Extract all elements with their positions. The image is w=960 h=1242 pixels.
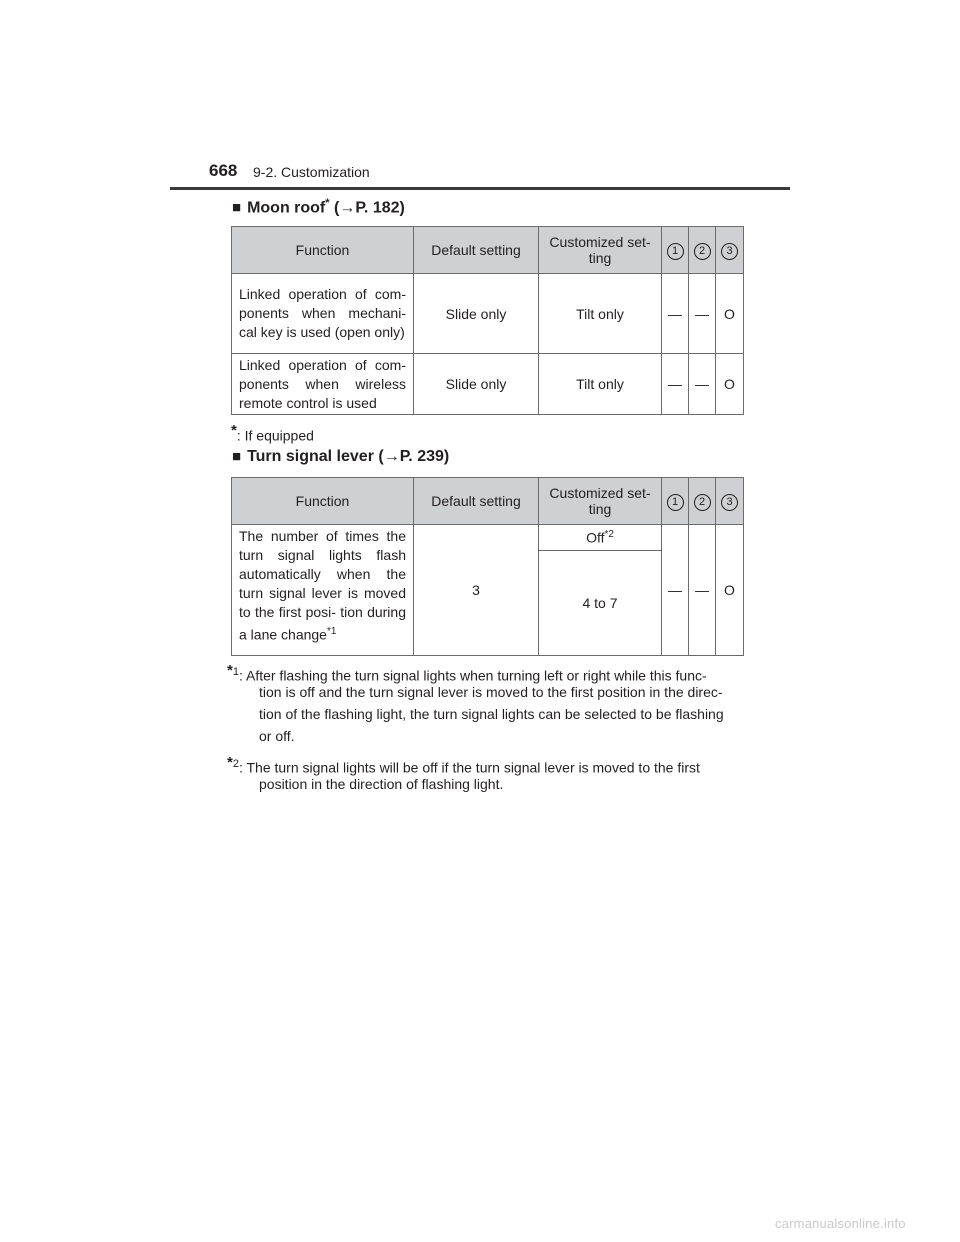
circled-3-icon: 3 <box>721 494 738 511</box>
default-cell: Slide only <box>414 354 539 415</box>
option-4to7-cell: 4 to 7 <box>539 551 662 656</box>
moon-roof-table <box>231 226 744 415</box>
footnote-2-line2: position in the direction of flashing light. <box>259 776 504 792</box>
customized-cell: Tilt only <box>539 354 662 415</box>
circled-2-icon: 2 <box>694 243 711 260</box>
turn-signal-title: Turn signal lever <box>247 448 374 465</box>
header-rule <box>170 187 790 190</box>
col1-cell: — <box>662 525 689 656</box>
footnote-2: $^{*2}$: The turn signal lights will be off if the turn signal lever is moved to the first <box>227 754 700 776</box>
default-cell: Slide only <box>414 274 539 354</box>
col-customized-setting: Customized set- ting <box>539 227 662 274</box>
circled-1-icon: 1 <box>667 494 684 511</box>
footnote-1: $^{*1}$: After flashing the turn signal lights when turning left or right while this func- <box>227 662 707 684</box>
col-function: Function <box>232 478 414 525</box>
table-row <box>232 274 744 354</box>
moon-roof-heading <box>232 197 405 217</box>
function-cell: Linked operation of com- ponents when wireless remote control is used <box>232 354 414 415</box>
col2-cell: — <box>689 274 716 354</box>
col-default-setting: Default setting <box>414 478 539 525</box>
table-row <box>232 525 744 551</box>
footnote-1-line2: tion is off and the turn signal lever is moved to the first position in the direc- <box>259 684 723 700</box>
table-header-row <box>232 478 744 525</box>
moon-roof-footnote: *: If equipped <box>231 422 314 444</box>
square-bullet-icon: ■ <box>232 448 242 465</box>
circled-2-icon: 2 <box>694 494 711 511</box>
col-2 <box>689 478 716 525</box>
function-cell: The number of times the turn signal lights flash automatically when the turn signal lever is moved to the first posi- tion during a lane change$^{*1}$ <box>232 525 414 656</box>
col-3 <box>716 227 744 274</box>
col-2 <box>689 227 716 274</box>
default-cell: 3 <box>414 525 539 656</box>
col3-cell: O <box>716 354 744 415</box>
col-1 <box>662 227 689 274</box>
col1-cell: — <box>662 354 689 415</box>
customized-cell: Tilt only <box>539 274 662 354</box>
footnote-1-line3: tion of the flashing light, the turn signal lights can be selected to be flashing <box>259 706 724 722</box>
moon-roof-title: Moon roof <box>247 199 326 217</box>
circled-3-icon: 3 <box>721 243 738 260</box>
if-equipped-mark: * <box>325 197 330 209</box>
watermark: carmanualsonline.info <box>775 1216 906 1231</box>
col-default-setting: Default setting <box>414 227 539 274</box>
table-header-row <box>232 227 744 274</box>
function-cell: Linked operation of com- ponents when mechani- cal key is used (open only) <box>232 274 414 354</box>
table-row <box>232 354 744 415</box>
col-function: Function <box>232 227 414 274</box>
footnote-1-line4: or off. <box>259 728 295 744</box>
page-number: 668 <box>209 161 238 180</box>
turn-signal-table <box>231 477 744 656</box>
col3-cell: O <box>716 525 744 656</box>
col3-cell: O <box>716 274 744 354</box>
col-3 <box>716 478 744 525</box>
square-bullet-icon: ■ <box>232 199 242 217</box>
page-header <box>0 0 960 190</box>
col2-cell: — <box>689 525 716 656</box>
option-off-cell: Off$^{*2}$ <box>539 525 662 551</box>
circled-1-icon: 1 <box>667 243 684 260</box>
turn-signal-page-ref: (→P. 239) <box>373 448 450 465</box>
moon-roof-page-ref: (→P. 182) <box>329 199 405 217</box>
col-customized-setting: Customized set- ting <box>539 478 662 525</box>
turn-signal-heading <box>232 448 449 466</box>
col1-cell: — <box>662 274 689 354</box>
col-1 <box>662 478 689 525</box>
section-title: 9-2. Customization <box>253 164 370 180</box>
col2-cell: — <box>689 354 716 415</box>
